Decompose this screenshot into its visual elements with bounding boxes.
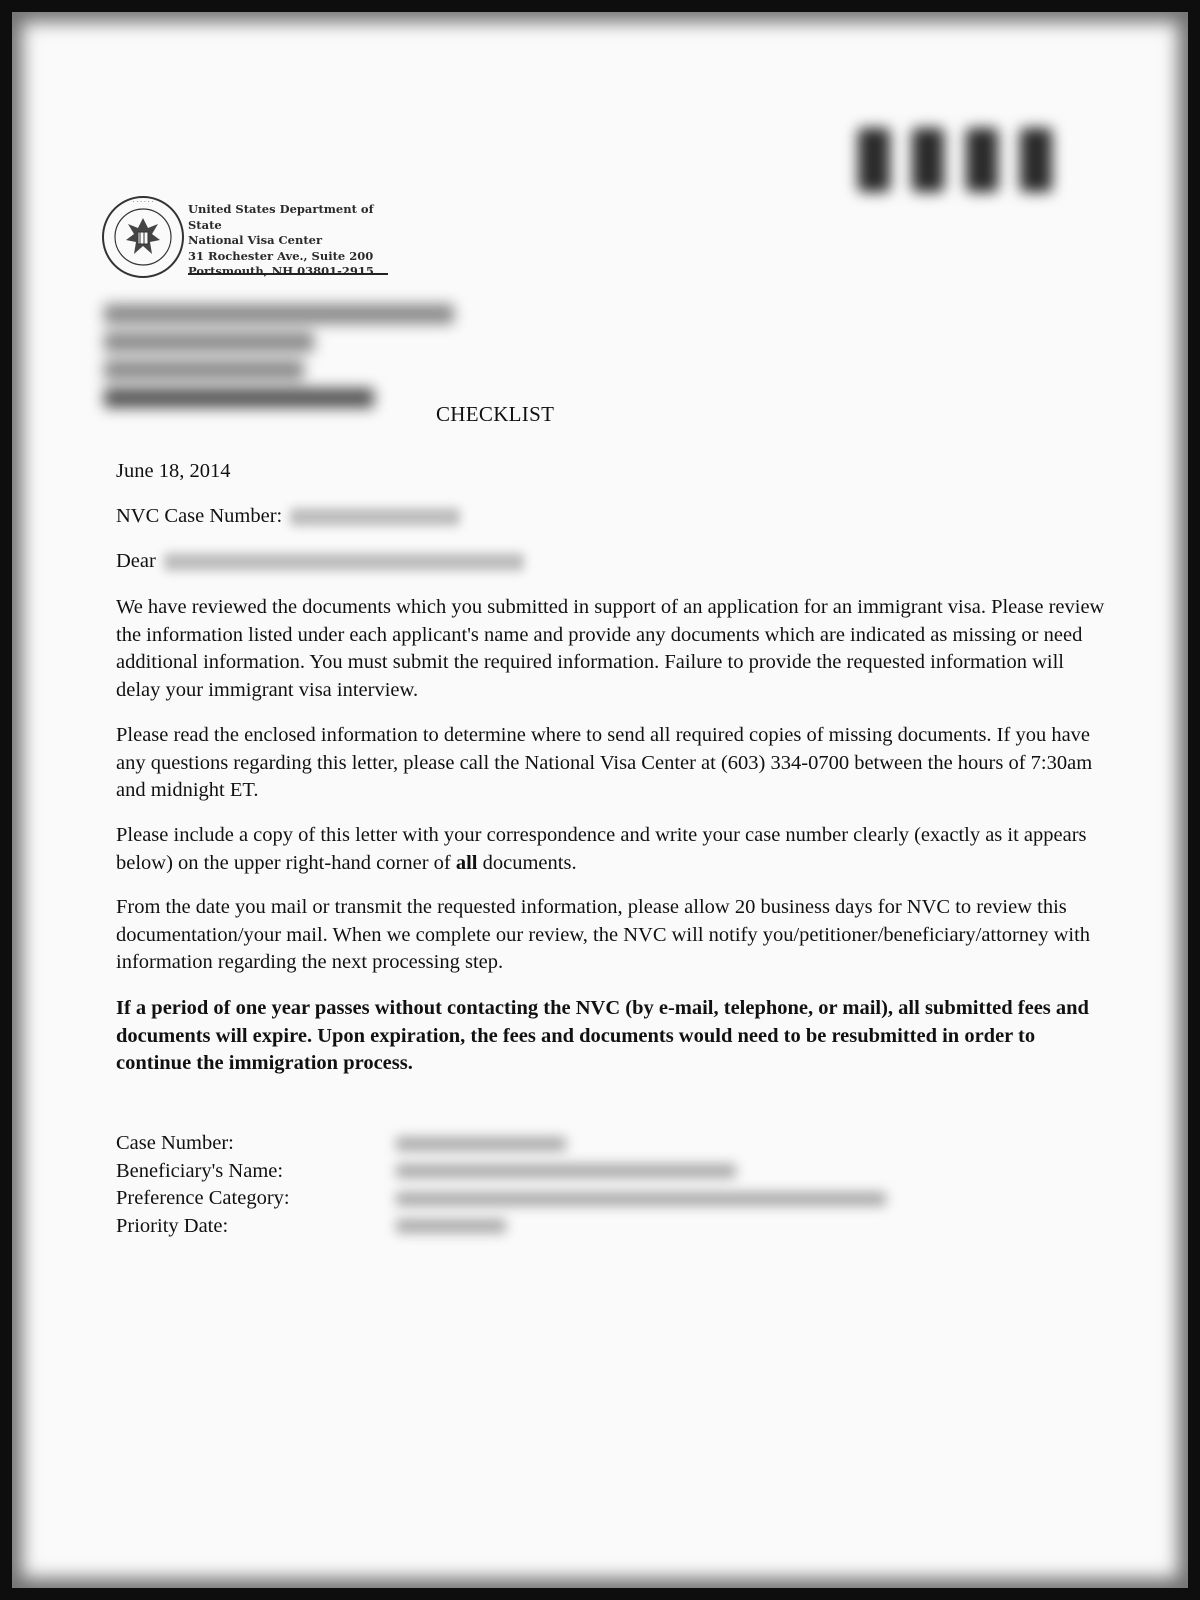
state-department-seal-icon [100,194,186,280]
case-detail-row [116,1130,886,1158]
document-title: CHECKLIST [436,402,555,426]
expiration-warning: If a period of one year passes without contacting the NVC (by e-mail, telephone, or mail), all submitted fees and documents will expire. Upon expiration, the fees and documents would need to be resubmitted in order to continue the immigration process. [116,997,1089,1074]
redacted-barcode [858,128,1052,192]
case-detail-row [116,1185,886,1213]
case-detail-row [116,1158,886,1186]
redacted-value [396,1164,736,1178]
paragraph-3-emphasis: all [455,851,478,874]
letterhead-rule [188,273,388,275]
case-number-line [116,503,1106,531]
redacted-case-number [290,508,460,526]
redacted-value [396,1192,886,1206]
paragraph-3-text-end: documents. [477,851,577,874]
redacted-value [396,1137,566,1151]
letter-page [12,12,1188,1588]
svg-text:· · · · · ·: · · · · · · [132,199,154,206]
paragraph-1: We have reviewed the documents which you submitted in support of an application for an immigrant visa. Please review the information listed under each applicant's name and provide any documents which are indicated as missing or need additional information. You must submit the required information. Failure to provide the requested information will delay your immigrant visa interview. [116,596,1105,701]
letterhead-line: National Visa Center [188,233,323,247]
letterhead-line: 31 Rochester Ave., Suite 200 [188,248,374,263]
case-detail-label: Case Number: [116,1132,234,1154]
salutation: Dear [116,550,156,572]
letterhead-address [188,202,410,280]
case-detail-label: Preference Category: [116,1187,290,1209]
case-detail-label: Priority Date: [116,1214,229,1237]
case-detail-row [116,1213,886,1241]
case-number-label: NVC Case Number: [116,505,283,527]
letter-date: June 18, 2014 [116,460,231,482]
case-details [116,1130,886,1240]
paragraph-2: Please read the enclosed information to determine where to send all required copies of missing documents. If you have any questions regarding this letter, please call the National Visa Center at (603) 334-0700 between the hours of 7:30am and midnight ET. [116,724,1093,801]
redacted-recipient-name [164,553,524,571]
letterhead-line: United States Department of State [188,202,374,232]
redacted-recipient-address [104,304,454,416]
case-detail-label: Beneficiary's Name: [116,1159,284,1182]
paragraph-4: From the date you mail or transmit the requested information, please allow 20 business days for NVC to review this documentation/your mail. When we complete our review, the NVC will notify you/petitioner/beneficiary/attorney with information regarding the next processing step. [116,896,1091,973]
paragraph-3-text: Please include a copy of this letter with your correspondence and write your case number clearly (exactly as it appears below) on the upper right-hand corner of [116,824,1087,874]
paragraph-3 [116,822,1106,877]
salutation-line [116,548,1106,576]
redacted-value [396,1219,506,1233]
letterhead-line: Portsmouth, NH 03801-2915 [188,264,374,278]
letterhead [100,194,410,284]
